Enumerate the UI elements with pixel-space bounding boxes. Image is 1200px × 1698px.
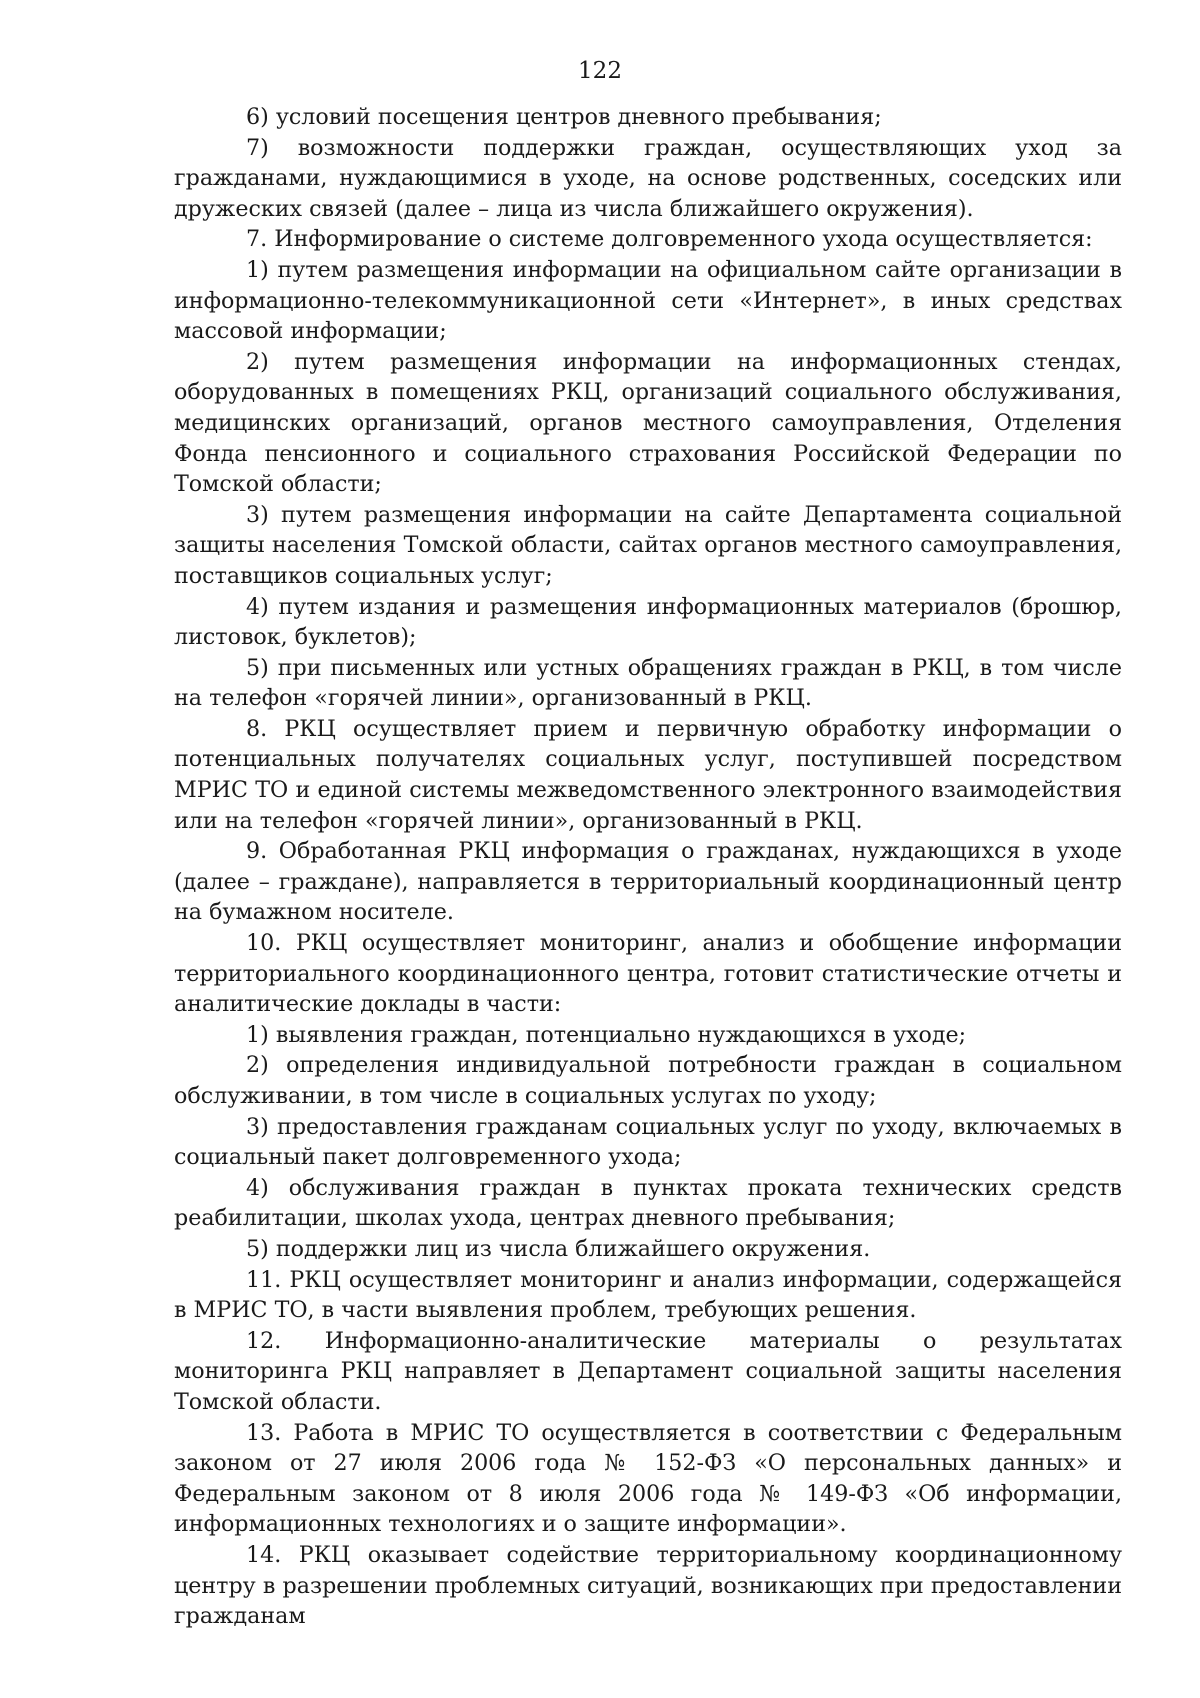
list-item-6-day-centers: 6) условий посещения центров дневного пребывания; [246, 104, 882, 130]
clause-14: 14. РКЦ оказывает содействие территориальному координационному центру в разрешении проблемных ситуаций, возникающих при предоставлении гражданам [174, 1541, 1122, 1630]
list-item-7-close-circle-support: 7) возможности поддержки граждан, осуществляющих уход за гражданами, нуждающимися в уходе, на основе родственных, соседских или дружеских связей (далее – лица из числа ближайшего окружения). [174, 134, 1122, 222]
clause-11: 11. РКЦ осуществляет мониторинг и анализ информации, содержащейся в МРИС ТО, в части выявления проблем, требующих решения. [174, 1266, 1122, 1324]
clause-7-item-2: 2) путем размещения информации на информационных стендах, оборудованных в помещениях РКЦ, организаций социального обслуживания, медицинских организаций, органов местного самоуправления, Отделения Фонда пенсионного и социального страхования Российской Федерации по Томской области; [174, 348, 1122, 498]
page-number: 122 [578, 58, 622, 84]
document-body [174, 102, 1122, 1632]
clause-7-informing: 7. Информирование о системе долговременного ухода осуществляется: [246, 226, 1093, 253]
clause-12: 12. Информационно-аналитические материалы о результатах мониторинга РКЦ направляет в Департамент социальной защиты населения Томской области. [174, 1327, 1122, 1415]
clause-10-item-4: 4) обслуживания граждан в пунктах проката технических средств реабилитации, школах ухода, центрах дневного пребывания; [174, 1174, 1122, 1232]
clause-7-item-3: 3) путем размещения информации на сайте Департамента социальной защиты населения Томской области, сайтах органов местного самоуправления, поставщиков социальных услуг; [174, 501, 1122, 589]
clause-7-item-5: 5) при письменных или устных обращениях граждан в РКЦ, в том числе на телефон «горячей линии», организованный в РКЦ. [174, 654, 1122, 712]
clause-10-item-1: 1) выявления граждан, потенциально нуждающихся в уходе; [246, 1021, 967, 1048]
clause-10-item-5: 5) поддержки лиц из числа ближайшего окружения. [246, 1235, 871, 1262]
clause-13: 13. Работа в МРИС ТО осуществляется в соответствии с Федеральным законом от 27 июля 2006 года № 152-ФЗ «О персональных данных» и Федеральным законом от 8 июля 2006 года № 149-ФЗ «Об информации, информационных технологиях и о защите информации». [174, 1419, 1122, 1538]
clause-9: 9. Обработанная РКЦ информация о гражданах, нуждающихся в уходе (далее – граждане), направляется в территориальный координационный центр на бумажном носителе. [174, 838, 1122, 926]
clause-7-item-4: 4) путем издания и размещения информационных материалов (брошюр, листовок, буклетов); [174, 593, 1122, 651]
clause-10: 10. РКЦ осуществляет мониторинг, анализ и обобщение информации территориального координационного центра, готовит статистические отчеты и аналитические доклады в части: [174, 930, 1122, 1018]
clause-10-item-2: 2) определения индивидуальной потребности граждан в социальном обслуживании, в том числе в социальных услугах по уходу; [174, 1052, 1122, 1109]
clause-10-item-3: 3) предоставления гражданам социальных услуг по уходу, включаемых в социальный пакет долговременного ухода; [174, 1113, 1122, 1171]
clause-7-item-1: 1) путем размещения информации на официальном сайте организации в информационно-телекоммуникационной сети «Интернет», в иных средствах массовой информации; [174, 256, 1122, 345]
clause-8: 8. РКЦ осуществляет прием и первичную обработку информации о потенциальных получателях социальных услуг, поступившей посредством МРИС ТО и единой системы межведомственного электронного взаимодействия или на телефон «горячей линии», организованный в РКЦ. [174, 715, 1122, 834]
